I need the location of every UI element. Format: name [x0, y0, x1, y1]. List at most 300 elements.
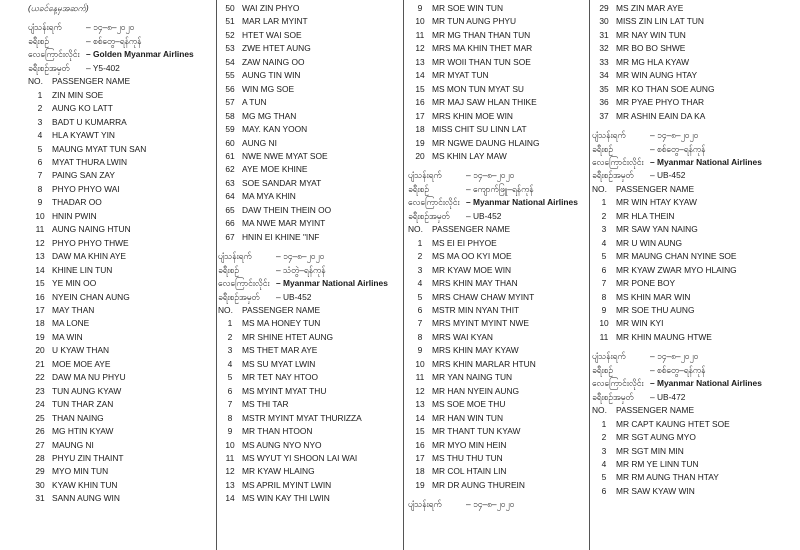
no-heading: NO.: [592, 405, 607, 416]
passenger-row: [408, 42, 593, 55]
passenger-name: MR THANT TUN KYAW: [432, 426, 521, 437]
passenger-number: 4: [227, 358, 233, 369]
route-value: – စစ်တွေ–ရန်ကုန်: [650, 364, 706, 375]
passenger-row: [28, 344, 213, 357]
passenger-list: [408, 2, 593, 163]
passenger-row: [408, 291, 593, 304]
passenger-number: 4: [37, 130, 43, 141]
passenger-name: MAUNG MYAT TUN SAN: [52, 143, 147, 154]
flight-date-value: – ၁၄–၈–၂၀၂၀: [650, 351, 699, 362]
passenger-name: MAY THAN: [52, 304, 95, 315]
passenger-name: MG HTIN KYAW: [52, 426, 114, 437]
column-4: [592, 0, 792, 550]
passenger-name: WIN MG SOE: [242, 83, 295, 94]
passenger-number: 52: [225, 29, 235, 40]
passenger-row: [408, 398, 593, 411]
passenger-number: 67: [225, 231, 235, 242]
passenger-name: MRS KHIN MAY KYAW: [432, 345, 519, 356]
passenger-row: [408, 452, 593, 465]
passenger-row: [218, 317, 406, 330]
passenger-row: [408, 83, 593, 96]
passenger-row: [408, 344, 593, 357]
passenger-number: 11: [35, 224, 45, 235]
passenger-number: 16: [415, 439, 425, 450]
passenger-number: 2: [227, 331, 233, 342]
flight-date-value: – ၁၄–၈–၂၀၂၀: [86, 22, 135, 33]
passenger-row: [408, 371, 593, 384]
flight-number-value: – UB-472: [650, 391, 686, 402]
passenger-number: 23: [35, 385, 45, 396]
column-headings: [408, 223, 593, 236]
flight-number-label: ခရီးစဉ်အမှတ်: [28, 62, 70, 73]
passenger-name: MA LONE: [52, 318, 90, 329]
passenger-row: [592, 237, 792, 250]
passenger-number: 66: [225, 218, 235, 229]
passenger-name: THADAR OO: [52, 197, 102, 208]
passenger-number: 8: [601, 291, 607, 302]
flight-header-ub-452-thandwe: [218, 250, 406, 304]
passenger-row: [408, 123, 593, 136]
passenger-row: [218, 439, 406, 452]
passenger-row: [408, 56, 593, 69]
passenger-name: MS THI TAR: [242, 399, 289, 410]
passenger-number: 5: [227, 372, 233, 383]
route-label: ခရီးစဉ်: [408, 183, 430, 194]
passenger-number: 26: [35, 426, 45, 437]
passenger-name: MRS CHAW CHAW MYINT: [432, 291, 535, 302]
passenger-list: [592, 2, 792, 123]
passenger-number: 30: [599, 16, 609, 27]
passenger-number: 9: [227, 426, 233, 437]
passenger-name: MR MYO MIN HEIN: [432, 439, 507, 450]
passenger-number: 15: [35, 278, 45, 289]
passenger-number: 17: [415, 110, 425, 121]
passenger-row: [408, 385, 593, 398]
passenger-row: [28, 452, 213, 465]
passenger-name: A TUN: [242, 97, 267, 108]
airline-value: – Myanmar National Airlines: [466, 197, 578, 208]
passenger-name: MR WIN HTAY KYAW: [616, 197, 697, 208]
passenger-number: 65: [225, 204, 235, 215]
passenger-row: [218, 465, 406, 478]
route-value: – စစ်တွေ–ရန်ကုန်: [650, 143, 706, 154]
passenger-list: [28, 89, 213, 506]
passenger-row: [218, 150, 406, 163]
passenger-number: 14: [415, 70, 425, 81]
passenger-row: [28, 129, 213, 142]
passenger-name: MA MYA KHIN: [242, 191, 296, 202]
passenger-number: 1: [417, 237, 423, 248]
passenger-name: PAING SAN ZAY: [52, 170, 115, 181]
passenger-number: 17: [415, 452, 425, 463]
flight-date-label: ပျံသန်းရက်: [592, 130, 626, 141]
passenger-name: MR RM AUNG THAN HTAY: [616, 472, 719, 483]
passenger-row: [28, 385, 213, 398]
passenger-number: 11: [225, 452, 235, 463]
passenger-number: 10: [225, 439, 235, 450]
no-heading: NO.: [592, 183, 607, 194]
passenger-number: 1: [227, 318, 233, 329]
flight-date-label: ပျံသန်းရက်: [28, 22, 62, 33]
passenger-row: [408, 69, 593, 82]
passenger-row: [592, 83, 792, 96]
passenger-number: 2: [37, 103, 43, 114]
passenger-name: MAR LAR MYINT: [242, 16, 308, 27]
passenger-name: MR SAW YAN NAING: [616, 224, 698, 235]
passenger-row: [408, 317, 593, 330]
passenger-name: WAI ZIN PHYO: [242, 3, 300, 13]
passenger-name: AUNG NI: [242, 137, 277, 148]
passenger-name-heading: PASSENGER NAME: [242, 304, 321, 315]
passenger-row: [408, 137, 593, 150]
passenger-row: [408, 358, 593, 371]
passenger-number: 5: [601, 251, 607, 262]
passenger-row: [592, 250, 792, 263]
passenger-number: 32: [599, 43, 609, 54]
passenger-number: 63: [225, 177, 235, 188]
column-headings: [218, 304, 406, 317]
passenger-row: [218, 29, 406, 42]
passenger-name: MS MA OO KYI MOE: [432, 251, 512, 262]
passenger-number: 18: [415, 466, 425, 477]
passenger-number: 24: [35, 399, 45, 410]
airline-label: လေကြောင်းလိုင်း: [592, 378, 644, 389]
passenger-name: MRS MYINT MYINT NWE: [432, 318, 529, 329]
passenger-name: MR ASHIN EAIN DA KA: [616, 110, 706, 121]
passenger-row: [28, 116, 213, 129]
passenger-name: MR SOE WIN TUN: [432, 3, 504, 13]
passenger-number: 9: [601, 304, 607, 315]
column-1: [28, 0, 213, 550]
column-2: [218, 0, 406, 550]
passenger-name: MAY. KAN YOON: [242, 124, 308, 135]
passenger-name: MS WIN KAY THI LWIN: [242, 493, 330, 504]
passenger-number: 7: [37, 170, 43, 181]
passenger-name: MR KO THAN SOE AUNG: [616, 83, 715, 94]
passenger-number: 1: [601, 418, 607, 429]
passenger-name: MYO MIN TUN: [52, 466, 109, 477]
no-heading: NO.: [218, 304, 233, 315]
passenger-number: 15: [415, 426, 425, 437]
passenger-name: MR WIN AUNG HTAY: [616, 70, 698, 81]
passenger-name: PHYO PHYO WAI: [52, 183, 120, 194]
passenger-name: MA WIN: [52, 331, 83, 342]
passenger-row: [218, 479, 406, 492]
flight-date-value: – ၁၄–၈–၂၀၂၀: [466, 499, 515, 510]
passenger-row: [218, 398, 406, 411]
passenger-name: DAW MA NU PHYU: [52, 372, 126, 383]
passenger-number: 16: [415, 97, 425, 108]
passenger-row: [592, 96, 792, 109]
passenger-number: 12: [225, 466, 235, 477]
passenger-number: 10: [415, 16, 425, 27]
passenger-name: MR HLA THEIN: [616, 210, 675, 221]
column-headings: [28, 75, 213, 88]
column-headings: [592, 183, 792, 196]
passenger-row: [218, 190, 406, 203]
passenger-name: MS AUNG NYO NYO: [242, 439, 322, 450]
flight-number-value: – UB-452: [650, 170, 686, 181]
passenger-name: AYE MOE KHINE: [242, 164, 308, 175]
passenger-name: MR NAY WIN TUN: [616, 29, 686, 40]
next-flight-date: [408, 498, 593, 511]
passenger-row: [28, 317, 213, 330]
passenger-name: MR MYAT TUN: [432, 70, 489, 81]
passenger-name-heading: PASSENGER NAME: [616, 405, 695, 416]
flight-date-value: – ၁၄–၈–၂၀၂၀: [276, 251, 325, 262]
passenger-name: MR SGT MIN MIN: [616, 445, 684, 456]
passenger-number: 19: [415, 137, 425, 148]
passenger-row: [592, 196, 792, 209]
passenger-row: [28, 371, 213, 384]
passenger-name: MS MYINT MYAT THU: [242, 385, 327, 396]
passenger-name: MR CAPT KAUNG HTET SOE: [616, 418, 730, 429]
passenger-number: 30: [35, 479, 45, 490]
passenger-row: [408, 439, 593, 452]
passenger-name: MR BO BO SHWE: [616, 43, 686, 54]
route-label: ခရီးစဉ်: [592, 143, 614, 154]
passenger-name: MR SHINE HTET AUNG: [242, 331, 334, 342]
passenger-row: [218, 331, 406, 344]
airline-label: လေကြောင်းလိုင်း: [28, 49, 80, 60]
passenger-row: [592, 418, 792, 431]
passenger-number: 31: [599, 29, 609, 40]
passenger-row: [592, 485, 792, 498]
passenger-row: [218, 110, 406, 123]
passenger-name: U KYAW THAN: [52, 345, 110, 356]
passenger-row: [218, 2, 406, 15]
passenger-number: 51: [225, 16, 235, 27]
passenger-name: MR SAW KYAW WIN: [616, 485, 695, 496]
flight-date-label: ပျံသန်းရက်: [408, 170, 442, 181]
passenger-name: MS ZIN MAR AYE: [616, 3, 684, 13]
passenger-row: [218, 177, 406, 190]
passenger-row: [592, 331, 792, 344]
passenger-list: [592, 418, 792, 499]
passenger-row: [28, 358, 213, 371]
passenger-number: 34: [599, 70, 609, 81]
passenger-name: MRS WAI KYAN: [432, 331, 493, 342]
passenger-number: 58: [225, 110, 235, 121]
passenger-number: 14: [35, 264, 45, 275]
flight-number-label: ခရီးစဉ်အမှတ်: [218, 291, 260, 302]
column-3: [408, 0, 593, 550]
flight-number-value: – Y5-402: [86, 62, 120, 73]
passenger-name: MR TUN AUNG PHYU: [432, 16, 517, 27]
passenger-row: [592, 15, 792, 28]
passenger-number: 11: [415, 372, 425, 383]
passenger-number: 28: [35, 452, 45, 463]
passenger-name: ZAW NAING OO: [242, 56, 305, 67]
passenger-number: 1: [37, 89, 43, 100]
passenger-name: MR DR AUNG THUREIN: [432, 479, 525, 490]
column-divider: [216, 0, 217, 550]
passenger-name: MOE MOE AYE: [52, 358, 111, 369]
passenger-row: [28, 156, 213, 169]
passenger-number: 27: [35, 439, 45, 450]
passenger-number: 11: [599, 331, 609, 342]
airline-value: – Golden Myanmar Airlines: [86, 49, 194, 60]
passenger-number: 14: [415, 412, 425, 423]
passenger-number: 33: [599, 56, 609, 67]
passenger-row: [218, 123, 406, 136]
passenger-row: [592, 42, 792, 55]
passenger-row: [218, 56, 406, 69]
passenger-row: [218, 492, 406, 505]
passenger-number: 54: [225, 56, 235, 67]
passenger-number: 19: [415, 479, 425, 490]
passenger-name: NWE NWE MYAT SOE: [242, 150, 328, 161]
passenger-row: [592, 223, 792, 236]
passenger-name: MR YAN NAING TUN: [432, 372, 513, 383]
passenger-name: MS MA HONEY TUN: [242, 318, 321, 329]
flight-date-value: – ၁၄–၈–၂၀၂၀: [466, 170, 515, 181]
passenger-row: [28, 479, 213, 492]
passenger-name: MA NWE MAR MYINT: [242, 218, 326, 229]
passenger-number: 13: [35, 251, 45, 262]
column-headings: [592, 404, 792, 417]
passenger-number: 7: [601, 278, 607, 289]
passenger-number: 22: [35, 372, 45, 383]
passenger-name: DAW MA KHIN AYE: [52, 251, 126, 262]
passenger-name: MISS ZIN LIN LAT TUN: [616, 16, 704, 27]
passenger-row: [28, 398, 213, 411]
passenger-list: [408, 237, 593, 493]
airline-value: – Myanmar National Airlines: [276, 278, 388, 289]
passenger-name-heading: PASSENGER NAME: [432, 224, 511, 235]
passenger-row: [218, 344, 406, 357]
passenger-row: [408, 237, 593, 250]
passenger-row: [218, 385, 406, 398]
passenger-row: [408, 331, 593, 344]
flight-date-label: ပျံသန်းရက်: [218, 251, 252, 262]
passenger-row: [28, 277, 213, 290]
passenger-number: 6: [601, 264, 607, 275]
passenger-row: [218, 371, 406, 384]
passenger-number: 20: [415, 150, 425, 161]
passenger-number: 1: [601, 197, 607, 208]
passenger-row: [218, 42, 406, 55]
passenger-number: 36: [599, 97, 609, 108]
passenger-number: 55: [225, 70, 235, 81]
no-heading: NO.: [28, 76, 43, 87]
passenger-name: MR MAUNG CHAN NYINE SOE: [616, 251, 737, 262]
passenger-row: [28, 223, 213, 236]
passenger-row: [218, 412, 406, 425]
passenger-number: 6: [601, 485, 607, 496]
passenger-number: 3: [227, 345, 233, 356]
passenger-name: PHYU ZIN THAINT: [52, 452, 124, 463]
passenger-number: 3: [417, 264, 423, 275]
flight-number-value: – UB-452: [276, 291, 312, 302]
passenger-row: [408, 425, 593, 438]
passenger-name: MR MG THAN THAN TUN: [432, 29, 531, 40]
flight-number-label: ခရီးစဉ်အမှတ်: [592, 391, 634, 402]
passenger-name: MR PONE BOY: [616, 278, 676, 289]
passenger-name: MRS MA KHIN THET MAR: [432, 43, 533, 54]
passenger-name: MR KHIN MAUNG HTWE: [616, 331, 712, 342]
passenger-number: 8: [227, 412, 233, 423]
passenger-row: [592, 69, 792, 82]
passenger-number: 16: [35, 291, 45, 302]
flight-date-label: ပျံသန်းရက်: [592, 351, 626, 362]
passenger-name: MS KHIN MAR WIN: [616, 291, 691, 302]
passenger-name: SOE SANDAR MYAT: [242, 177, 322, 188]
passenger-row: [592, 2, 792, 15]
passenger-name: MRS KHIN MOE WIN: [432, 110, 513, 121]
passenger-number: 4: [601, 458, 607, 469]
passenger-number: 20: [35, 345, 45, 356]
passenger-number: 5: [37, 143, 43, 154]
passenger-name: MSTR MIN NYAN THIT: [432, 304, 520, 315]
passenger-row: [218, 452, 406, 465]
passenger-row: [28, 102, 213, 115]
passenger-name: AUNG NAING HTUN: [52, 224, 131, 235]
passenger-name: TUN THAR ZAN: [52, 399, 114, 410]
passenger-row: [28, 465, 213, 478]
passenger-number: 60: [225, 137, 235, 148]
passenger-number: 12: [415, 43, 425, 54]
passenger-name: MR KYAW ZWAR MYO HLAING: [616, 264, 737, 275]
passenger-row: [408, 264, 593, 277]
passenger-row: [408, 96, 593, 109]
passenger-row: [28, 183, 213, 196]
passenger-number: 64: [225, 191, 235, 202]
passenger-row: [28, 439, 213, 452]
passenger-name: MR KYAW MOE WIN: [432, 264, 512, 275]
route-label: ခရီးစဉ်: [218, 264, 240, 275]
route-label: ခရီးစဉ်: [28, 35, 50, 46]
passenger-name: HTET WAI SOE: [242, 29, 302, 40]
passenger-name: SANN AUNG WIN: [52, 493, 120, 504]
passenger-number: 13: [225, 479, 235, 490]
passenger-number: 9: [417, 3, 423, 13]
passenger-number: 61: [225, 150, 235, 161]
passenger-row: [28, 492, 213, 505]
passenger-name: THAN NAING: [52, 412, 104, 423]
passenger-name: MR WOII THAN TUN SOE: [432, 56, 531, 67]
passenger-number: 4: [417, 278, 423, 289]
passenger-row: [592, 431, 792, 444]
passenger-name: PHYO PHYO THWE: [52, 237, 129, 248]
passenger-number: 3: [601, 224, 607, 235]
passenger-name: HLA KYAWT YIN: [52, 130, 115, 141]
passenger-row: [408, 150, 593, 163]
passenger-number: 6: [37, 156, 43, 167]
passenger-row: [408, 15, 593, 28]
passenger-name: MS MON TUN MYAT SU: [432, 83, 524, 94]
passenger-name: MS EI EI PHYOE: [432, 237, 497, 248]
passenger-name: MYAT THURA LWIN: [52, 156, 128, 167]
passenger-row: [592, 317, 792, 330]
passenger-number: 57: [225, 97, 235, 108]
passenger-row: [592, 56, 792, 69]
passenger-number: 12: [415, 385, 425, 396]
passenger-name: MR MG HLA KYAW: [616, 56, 690, 67]
passenger-row: [408, 465, 593, 478]
passenger-name: MR MAJ SAW HLAN THIKE: [432, 97, 537, 108]
passenger-row: [592, 458, 792, 471]
flight-header-ub-452-sittwe: [592, 129, 792, 183]
passenger-row: [408, 479, 593, 492]
airline-label: လေကြောင်းလိုင်း: [408, 197, 460, 208]
passenger-number: 2: [601, 210, 607, 221]
passenger-number: 59: [225, 124, 235, 135]
passenger-name: MRS KHIN MARLAR HTUN: [432, 358, 536, 369]
passenger-row: [592, 291, 792, 304]
passenger-name-heading: PASSENGER NAME: [52, 76, 131, 87]
passenger-row: [28, 304, 213, 317]
